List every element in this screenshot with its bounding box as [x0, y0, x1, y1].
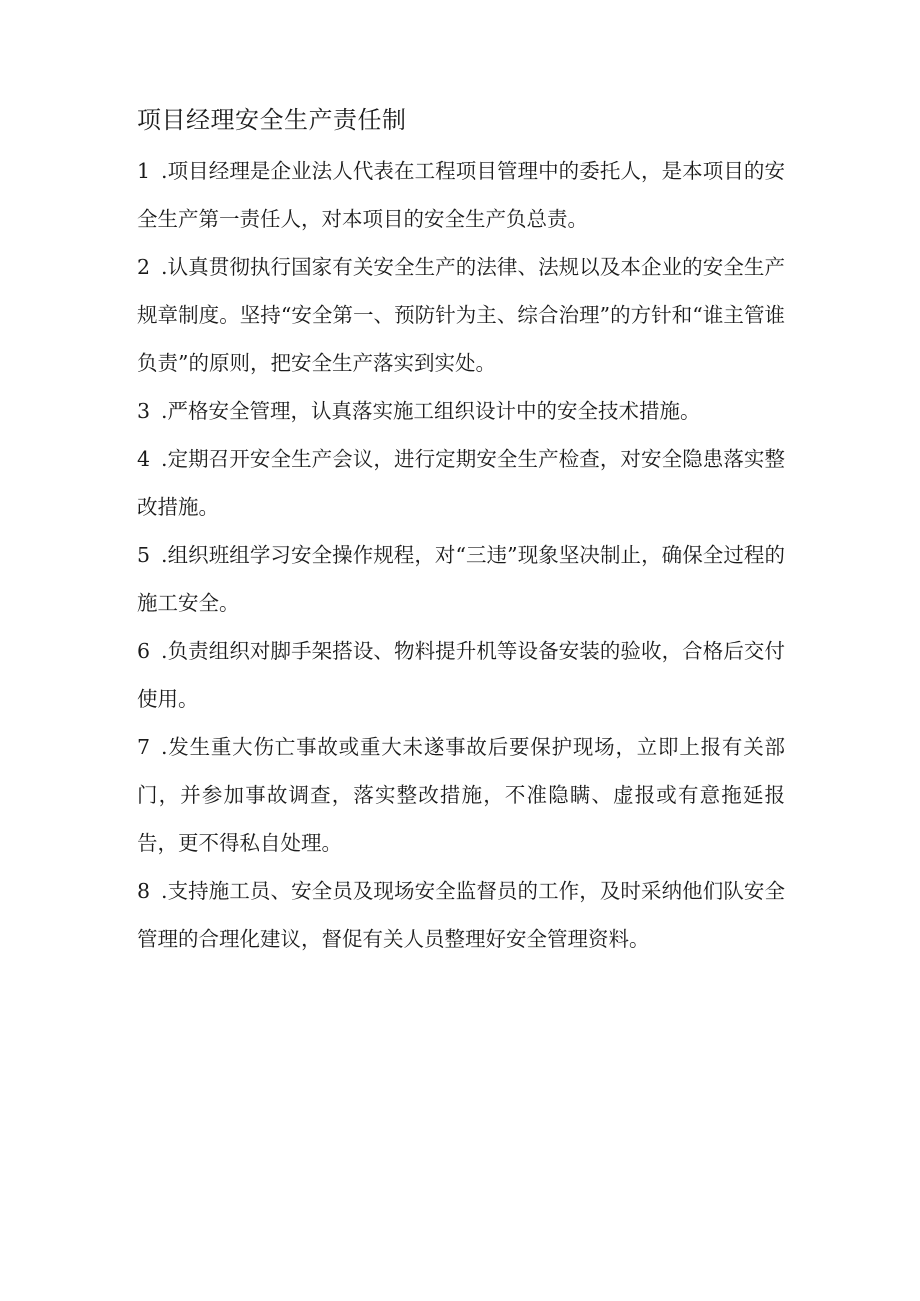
clause-number: 2: [137, 255, 151, 279]
clause-number: 8: [137, 879, 151, 903]
clause-8: [137, 867, 785, 963]
clause-3: [137, 387, 785, 435]
clause-2: [137, 243, 785, 387]
document-body: [137, 100, 785, 963]
clause-text: .认真贯彻执行国家有关安全生产的法律、法规以及本企业的安全生产规章制度。坚持“安全第一、预防针为主、综合治理”的方针和“谁主管谁负责”的原则，把安全生产落实到实处。: [137, 255, 785, 375]
clause-5: [137, 531, 785, 627]
clause-4: [137, 435, 785, 531]
clause-number: 7: [137, 735, 151, 759]
clause-number: 5: [137, 543, 151, 567]
clause-text: .组织班组学习安全操作规程，对“三违”现象坚决制止，确保全过程的施工安全。: [137, 543, 785, 615]
clause-number: 1: [137, 159, 151, 183]
clause-number: 3: [137, 399, 151, 423]
clause-7: [137, 723, 785, 867]
clause-text: .支持施工员、安全员及现场安全监督员的工作，及时采纳他们队安全管理的合理化建议，督促有关人员整理好安全管理资料。: [137, 879, 785, 951]
clause-text: .严格安全管理，认真落实施工组织设计中的安全技术措施。: [161, 399, 701, 423]
clause-number: 4: [137, 447, 151, 471]
clause-1: [137, 147, 785, 243]
clause-number: 6: [137, 639, 151, 663]
clause-text: .项目经理是企业法人代表在工程项目管理中的委托人，是本项目的安全生产第一责任人，对本项目的安全生产负总责。: [137, 159, 785, 231]
clause-text: .发生重大伤亡事故或重大未遂事故后要保护现场，立即上报有关部门，并参加事故调查，落实整改措施，不准隐瞒、虚报或有意拖延报告，更不得私自处理。: [137, 735, 785, 855]
clause-text: .负责组织对脚手架搭设、物料提升机等设备安装的验收，合格后交付使用。: [137, 639, 785, 711]
clause-text: .定期召开安全生产会议，进行定期安全生产检查，对安全隐患落实整改措施。: [137, 447, 785, 519]
clause-6: [137, 627, 785, 723]
document-title: 项目经理安全生产责任制: [137, 106, 407, 134]
